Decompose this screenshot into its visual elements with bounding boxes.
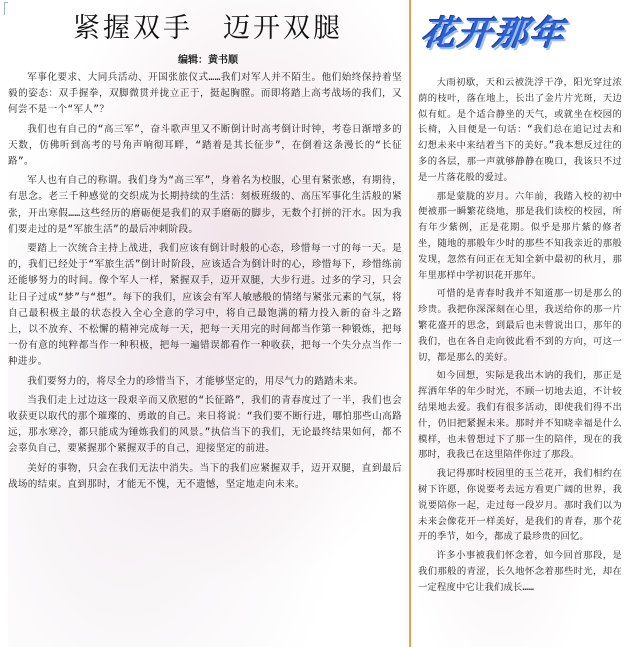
side-article-paragraph: 可惜的是青春时我并不知道那一切是那么的珍贵。我把你深深刻在心里，我送给你的那一片繁花盛开的思念，到最后也未曾说出口，那年的我们，也在各自走向彼此看不到的方向，可这一切，都是那么的美好。 (418, 288, 622, 363)
article-paragraph: 军人也有自己的称谓。我们身为“高三军”，身着名为校服，心里有紧张感，有期待，有思念。老三千种感觉的交织成为长期持续的生活：刻板班级的、高压军事化生活般的紧张，开出寒假……这些经历的磨砺便是我们的双手磨砺的脚步，无数个打拼的汗水。因为我们要走过的是“军旅生活”的最后冲刺阶段。 (8, 175, 402, 235)
column-divider (409, 0, 411, 647)
article-paragraph: 要踏上一次统合主持上战进，我们应该有倒计时般的心态，珍惜每一寸的每一天。是的，我们已经处于“军旅生活”倒计时阶段，应该适合为倒计时的心，珍惜每下，珍惜练前还能够努力的时间。像个军人一样，紧握双手，迈开双腿，大步行进。过多的学习，只会让日子过成“梦”与“想”。每下的我们，应该会有军人敏感般的情绪与紧张元素的气氛，将自己最积极主最的状态投入全心全意的学习中，将自己最饱满的精力投入新的奋斗之路上，以不放弃、不松懈的精神完成每一天，把每一天用完的时间都当作第一种锻炼，把每一份有意的纯粹都当作一种积极，把每一遍错误都看作一种收获，把每一个失分点当作一种进步。 (8, 243, 402, 368)
left-article (8, 0, 408, 647)
side-article-paragraph: 如今回想，实际是我出木讷的我们，那正是挥洒年华的年少时光，不顾一切地去追，不计较结果地去爱。我们有很多活动，即使我们得不出什，仍旧把紧握未来。那时并不知晓幸福是什么模样，也未曾想过下了那一生的陪伴，现在的我那时，我我已在这里陪伴你过了那段。 (418, 370, 622, 461)
article-title: 紧握双手 迈开双腿 (73, 13, 343, 44)
right-article (414, 0, 628, 647)
article-editor: 编辑：黄书顺 (178, 55, 238, 66)
side-article-paragraph: 许多小事被我们怀念着，如今回首那段，是我们那般的青涩，长久地怀念着那些时光，却在一定程度中它让我们成长…… (418, 550, 622, 593)
article-paragraph: 我们也有自己的“高三军”，奋斗歌声里又不断倒计时高考倒计时钟，考卷日渐增多的天数，仿佛听到高考的号角声响彻耳畔，“踏着是其长征步”，在倒着这条漫长的“长征路”。 (8, 123, 402, 168)
side-article-paragraph: 我记得那时校园里的玉兰花开，我们相约在树下许愿，你说要考去远方看更广阔的世界，我说要陪你一起，走过每一段岁月。那时我们以为未来会像花开一样美好，是我们的青春，那个花开的季节，如今，都成了最珍贵的回忆。 (418, 468, 622, 543)
article-paragraph: 我们要努力的，将尽全力的珍惜当下，才能够坚定的，用尽气力的踏踏未来。 (27, 375, 364, 387)
article-paragraph: 美好的事物，只会在我们无法中消失。当下的我们应紧握双手，迈开双腿，直到最后战场的结束。直到那时，才能无不愧，无不遗憾，坚定地走向未来。 (8, 462, 402, 490)
article-paragraph: 当我们走上过边这一段艰辛而又欣慰的“长征路”，我们的青春度过了一半，我们也会收获更以取代的那个璀璨的、勇敢的自己。来日将说：“我们要不断行进，哪怕那些山高路远，那水寒冷，都只能成为锤炼我们的风景。”执信当下的我们，无论最终结果如何，都不会辜负自己，要紧握那个紧握双手的自己，迎接坚定的前进。 (8, 394, 402, 455)
side-article-paragraph: 那是蒙胧的岁月。六年前，我踏入校的初中便被那一瞬繁花绕地，那是我们读校的校园，所有年少紫例，正是花期。似乎是那片紫的修者坐，随地的那般年少时的那些不知我亲近的那般发现，忽然有问正在无知全新中最初的秋月，那年里那样中学初识花开那年。 (418, 190, 622, 281)
side-article-title: 花开那年 (419, 14, 568, 54)
side-article-paragraph: 大雨初歇，天和云被洗浮干净，阳光穿过浓荫的枝叶，落在地上，长出了金片片光斑，天边似有虹。是个适合静坐的天气，或就坐在校园的长椅，入目便是一句话：“我们总在追记过去和幻想未来中来结着当下的美好。”我本想反过往的多的各层，那一声就够静静在晚口，我该只不过是一片落花般的爱过。 (418, 77, 622, 183)
article-paragraph: 军事化要求、大同兵活动、开国张旅仪式……我们对军人并不陌生。他们始终保持着坚毅的姿态：双手握拳，双脚微贯并拢立正于，挺起胸膛。而即将踏上高考战场的我们，又何尝不是一个“军人”？ (8, 72, 402, 116)
